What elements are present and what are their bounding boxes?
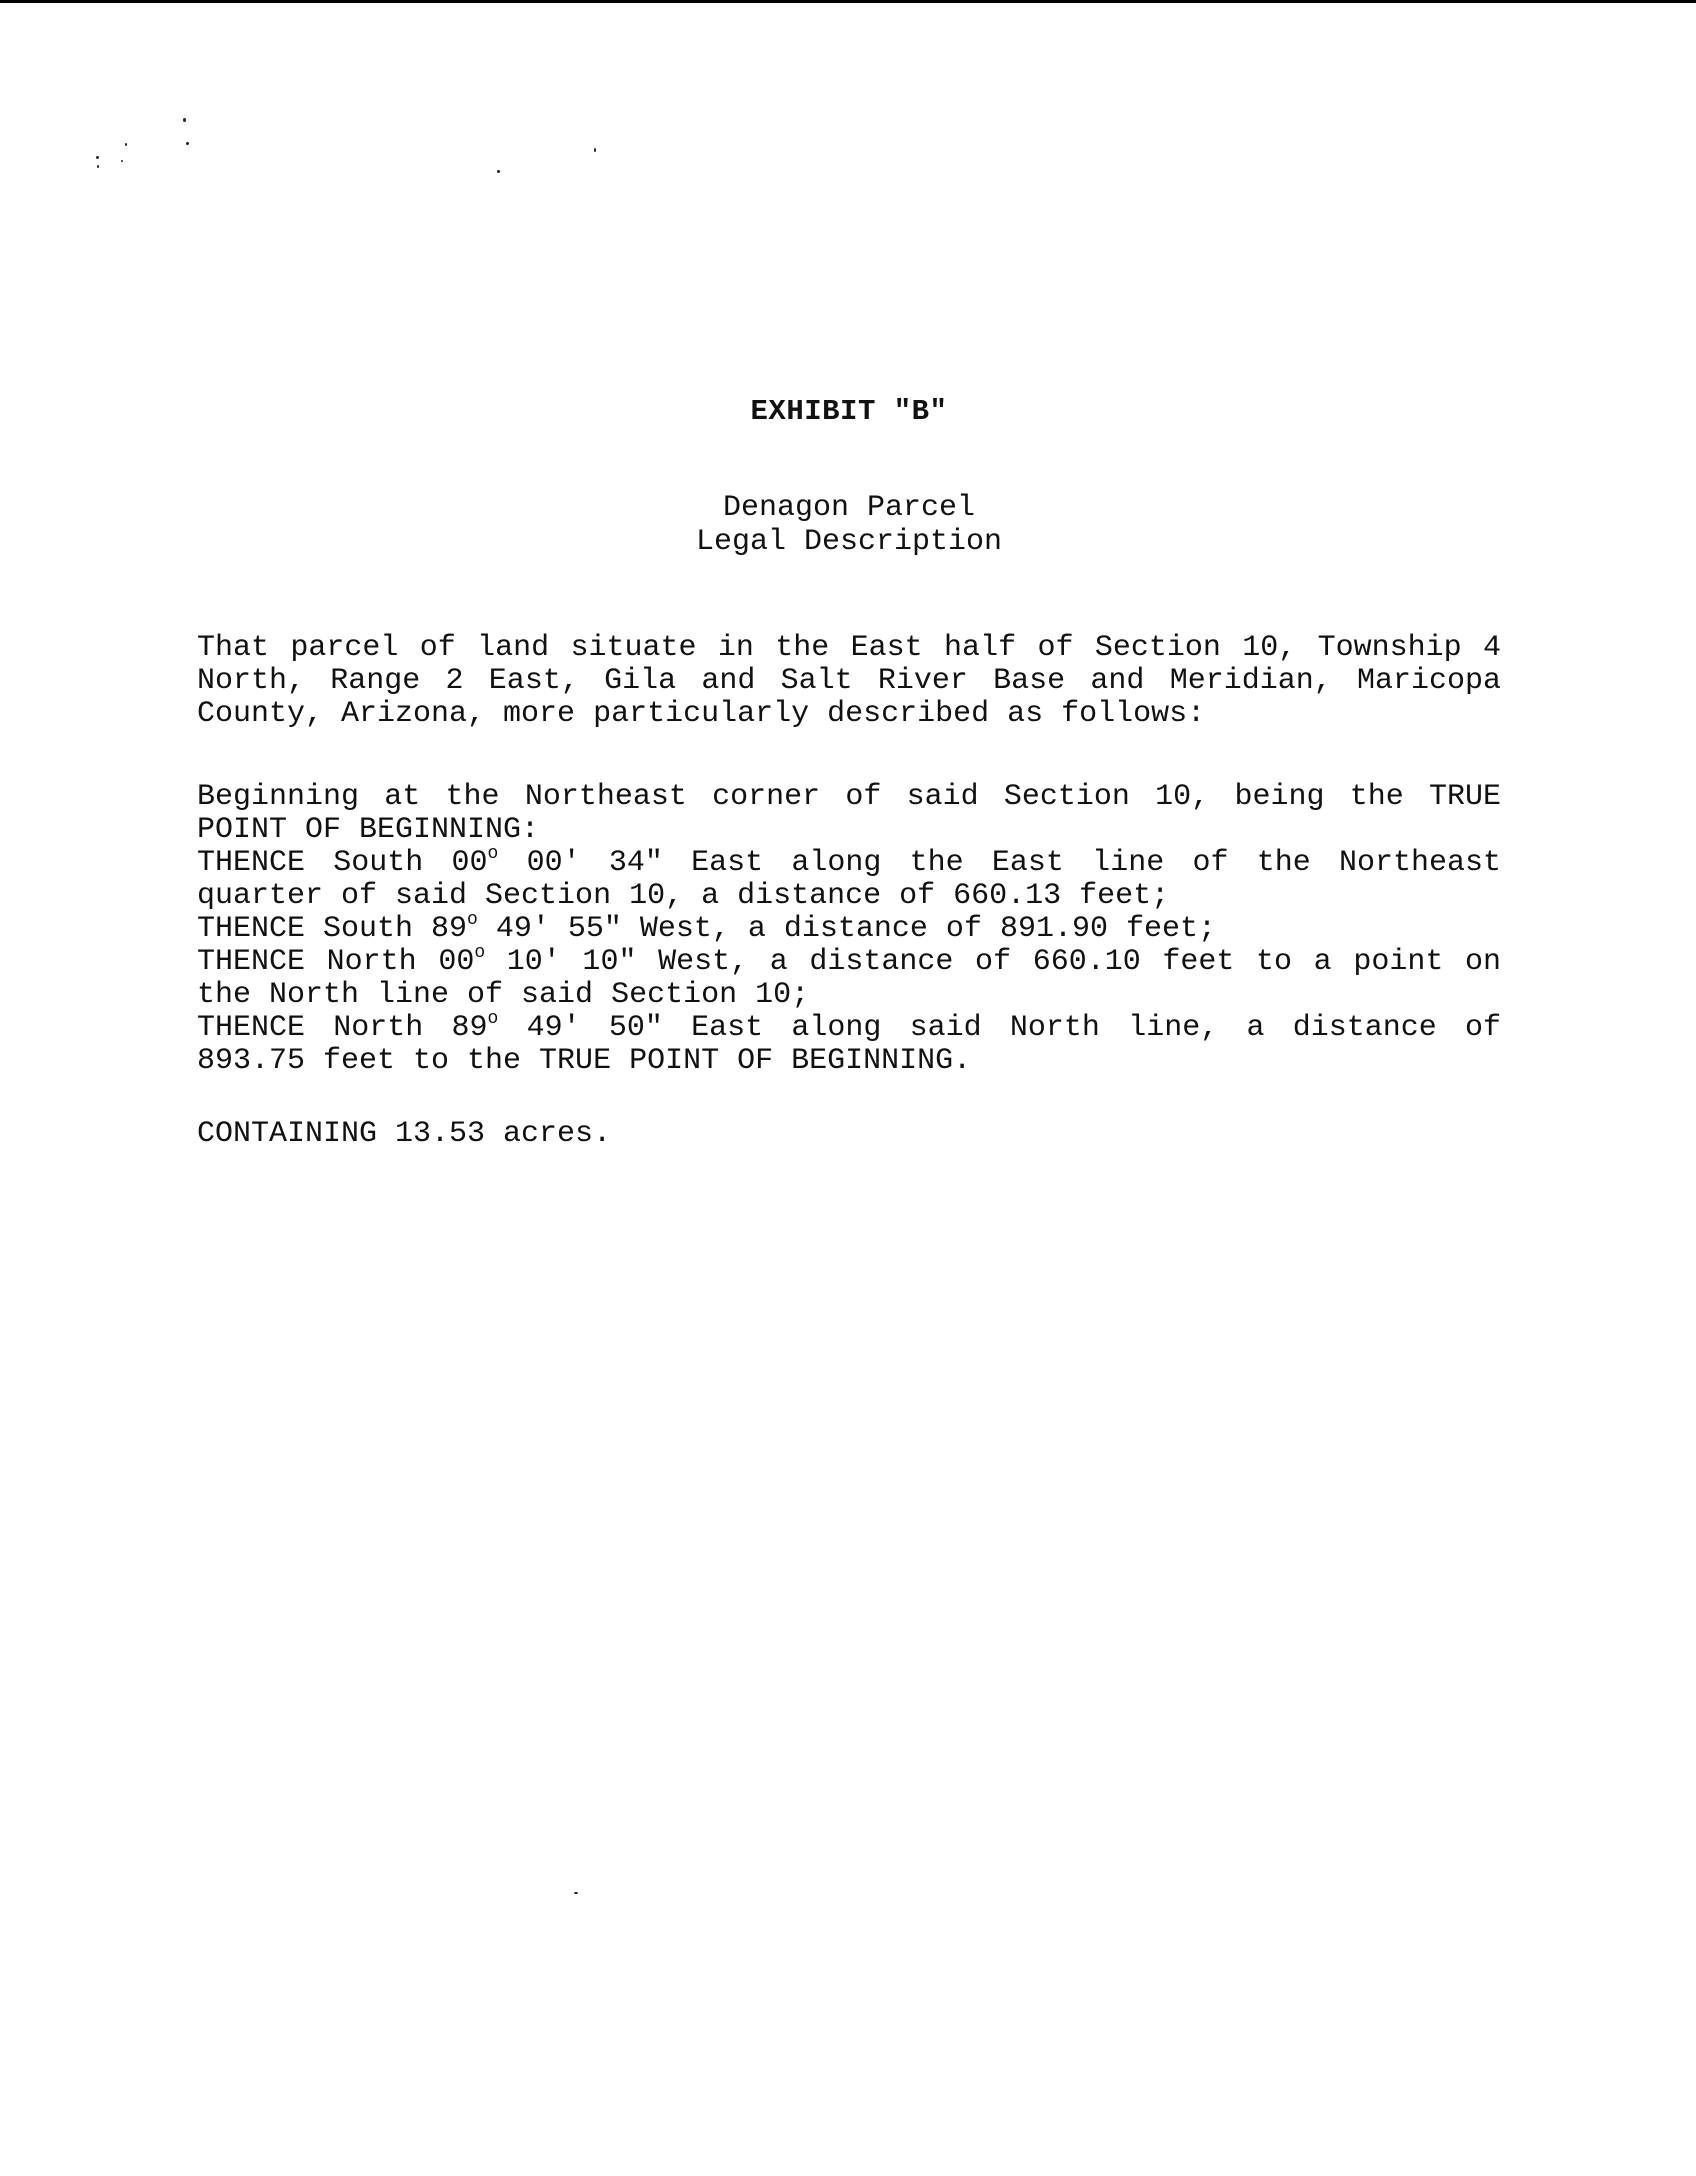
course-prefix: THENCE South 00: [197, 846, 488, 880]
intro-paragraph: That parcel of land situate in the East half of Section 10, Township 4 North, Range 2 East, Gila and Salt River Base and Meridian, Maricopa County, Arizona, more particularly described as follows:: [197, 631, 1501, 731]
scan-speck: [186, 142, 189, 145]
course-prefix: THENCE South 89: [197, 912, 468, 946]
course-suffix: 10′ 10" West, a distance of 660.10 feet to a point on the North line of said Section 10;: [197, 945, 1501, 1012]
metes-and-bounds: [197, 781, 1501, 1078]
scan-speck: [121, 160, 123, 162]
scan-speck: [183, 118, 186, 122]
acreage-statement: CONTAINING 13.53 acres.: [197, 1117, 612, 1151]
scan-speck: [96, 156, 99, 159]
course-suffix: 49′ 50" East along said North line, a distance of 893.75 feet to the TRUE POINT OF BEGINNING.: [197, 1011, 1501, 1078]
subtitle-block: [197, 491, 1501, 559]
beginning-statement: Beginning at the Northeast corner of said Section 10, being the TRUE POINT OF BEGINNING:: [197, 780, 1501, 847]
scan-speck: [125, 143, 127, 146]
degree-symbol: o: [467, 910, 478, 930]
course-suffix: 49′ 55" West, a distance of 891.90 feet;: [477, 912, 1216, 946]
course-4: [197, 1009, 1501, 1078]
course-prefix: THENCE North 00: [197, 945, 475, 979]
description-heading: Legal Description: [695, 525, 1003, 559]
course-suffix: 00′ 34" East along the East line of the Northeast quarter of said Section 10, a distance of 660.13 feet;: [197, 846, 1501, 913]
legal-description-page: [197, 395, 1501, 1151]
course-prefix: THENCE North 89: [197, 1011, 488, 1045]
degree-symbol: o: [474, 943, 486, 963]
scan-speck: [574, 1892, 578, 1894]
course-1: [197, 844, 1501, 913]
degree-symbol: o: [487, 1009, 499, 1029]
scan-speck: [594, 148, 596, 152]
course-2: [197, 910, 1501, 946]
course-3: [197, 943, 1501, 1012]
degree-symbol: o: [487, 844, 499, 864]
scan-top-edge: [0, 0, 1696, 3]
exhibit-title: EXHIBIT "B": [750, 395, 948, 428]
parcel-name: Denagon Parcel: [722, 491, 976, 525]
scan-speck: [97, 165, 99, 168]
scan-speck: [497, 170, 500, 173]
